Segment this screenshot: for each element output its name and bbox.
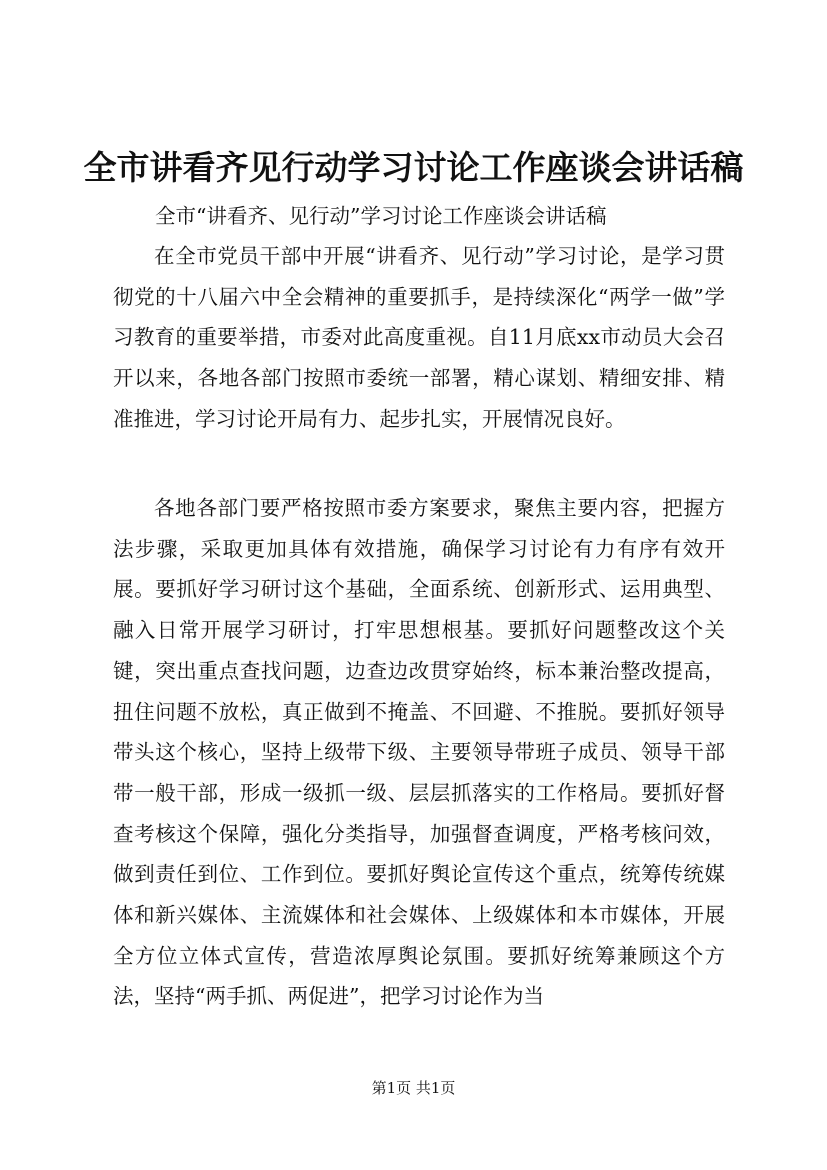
page-number-footer: 第1页 共1页	[371, 1079, 456, 1097]
body-paragraph-1: 在全市党员干部中开展“讲看齐、见行动”学习讨论，是学习贯彻党的十八届六中全会精神的重要抓手，是持续深化“两学一做”学习教育的重要举措，市委对此高度重视。自11月底xx市动员大会召开以来，各地各部门按照市委统一部署，精心谋划、精细安排、精准推进，学习讨论开局有力、起步扎实，开展情况良好。	[113, 244, 725, 431]
body-paragraph-2: 各地各部门要严格按照市委方案要求，聚焦主要内容，把握方法步骤，采取更加具体有效措施，确保学习讨论有力有序有效开展。要抓好学习研讨这个基础，全面系统、创新形式、运用典型、融入日常开展学习研讨，打牢思想根基。要抓好问题整改这个关键，突出重点查找问题，边查边改贯穿始终，标本兼治整改提高，扭住问题不放松，真正做到不掩盖、不回避、不推脱。要抓好领导带头这个核心，坚持上级带下级、主要领导带班子成员、领导干部带一般干部，形成一级抓一级、层层抓落实的工作格局。要抓好督查考核这个保障，强化分类指导，加强督查调度，严格考核问效，做到责任到位、工作到位。要抓好舆论宣传这个重点，统筹传统媒体和新兴媒体、主流媒体和社会媒体、上级媒体和本市媒体，开展全方位立体式宣传，营造浓厚舆论氛围。要抓好统筹兼顾这个方法，坚持“两手抓、两促进”，把学习讨论作为当	[113, 496, 725, 1009]
document-subtitle: 全市“讲看齐、见行动”学习讨论工作座谈会讲话稿	[155, 204, 607, 228]
document-title: 全市讲看齐见行动学习讨论工作座谈会讲话稿	[83, 148, 744, 187]
